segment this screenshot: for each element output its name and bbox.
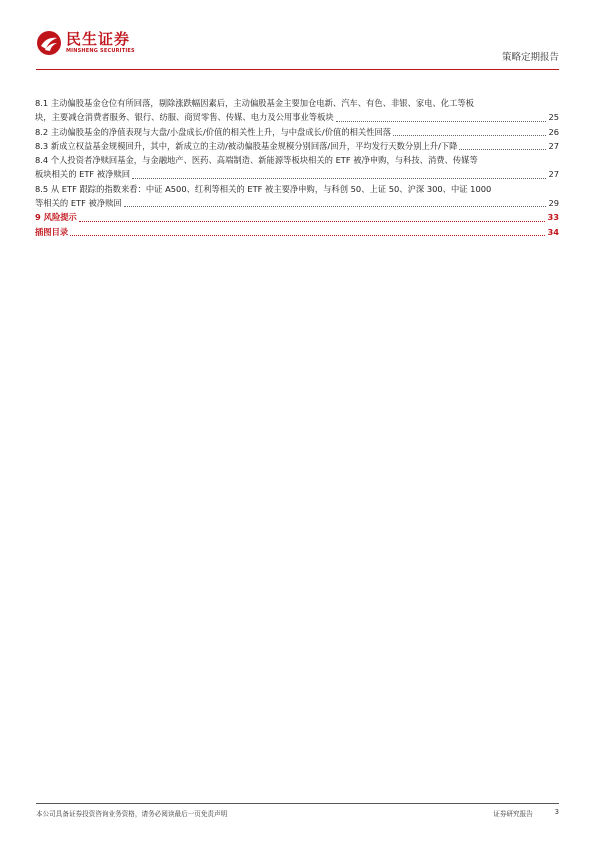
toc-entry-title: 块，主要减仓消费者服务、银行、纺服、商贸零售、传媒、电力及公用事业等板块 <box>35 112 334 123</box>
logo-name-en: MINSHENG SECURITIES <box>66 48 135 54</box>
dot-leader <box>70 234 545 236</box>
toc-entry-title-line1: 8.1 主动偏股基金仓位有所回落，剔除涨跌幅因素后，主动偏股基金主要加仓电新、汽车、有色、非银、家电、化工等板 <box>35 98 474 108</box>
toc-page-number: 33 <box>547 212 559 223</box>
toc-entry-8-1[interactable] <box>35 96 559 125</box>
footer-divider <box>36 803 559 804</box>
toc-entry-title: 插图目录 <box>35 226 69 237</box>
minsheng-logo-icon <box>36 30 62 56</box>
dot-leader <box>336 120 547 122</box>
header-divider <box>36 69 559 70</box>
toc-page-number: 34 <box>547 226 559 237</box>
dot-leader <box>393 134 546 136</box>
toc-entry-title: 9 风险提示 <box>35 212 77 223</box>
footer-meta <box>493 808 559 818</box>
toc-entry-figure-list[interactable] <box>35 225 559 239</box>
footer-disclaimer: 本公司具备证券投资咨询业务资格，请务必阅读最后一页免责声明 <box>36 810 228 818</box>
logo-name-cn: 民生证券 <box>66 30 131 48</box>
footer-report-type: 证券研究报告 <box>493 810 533 818</box>
page-number: 3 <box>554 808 559 816</box>
toc-entry-title: 8.2 主动偏股基金的净值表现与大盘/小盘成长/价值的相关性上升，与中盘成长/价值的相关性回落 <box>35 126 392 137</box>
report-category: 策略定期报告 <box>501 52 559 63</box>
toc-entry-risk-warning[interactable] <box>35 210 559 224</box>
dot-leader <box>79 220 546 222</box>
toc-entry-title: 等相关的 ETF 被净赎回 <box>35 198 122 209</box>
toc-entry-8-5[interactable] <box>35 182 559 211</box>
logo-text <box>66 31 135 55</box>
toc-page-number: 26 <box>548 126 559 137</box>
toc-entry-title-line1: 8.5 从 ETF 跟踪的指数来看：中证 A500、红利等相关的 ETF 被主要净申购，与科创 50、上证 50、沪深 300、中证 1000 <box>35 183 492 194</box>
toc-page-number: 27 <box>548 169 559 180</box>
toc-entry-title: 板块相关的 ETF 被净赎回 <box>35 169 131 180</box>
table-of-contents <box>35 96 559 239</box>
dot-leader <box>459 148 546 150</box>
toc-entry-8-3[interactable] <box>35 139 559 153</box>
page-header <box>36 30 559 68</box>
toc-entry-title-line1: 8.4 个人投资者净赎回基金，与金融地产、医药、高端制造、新能源等板块相关的 ETF 被净申购，与科技、消费、传媒等 <box>35 155 478 166</box>
toc-entry-8-4[interactable] <box>35 153 559 182</box>
toc-page-number: 29 <box>548 198 559 209</box>
toc-page-number: 27 <box>548 140 559 151</box>
toc-page-number: 25 <box>548 112 559 123</box>
company-logo <box>36 30 135 56</box>
dot-leader <box>132 177 546 179</box>
dot-leader <box>124 205 547 207</box>
toc-entry-8-2[interactable] <box>35 125 559 139</box>
toc-entry-title: 8.3 新成立权益基金规模回升，其中，新成立的主动/被动偏股基金规模分别回落/回升，平均发行天数分别上升/下降 <box>35 140 458 151</box>
